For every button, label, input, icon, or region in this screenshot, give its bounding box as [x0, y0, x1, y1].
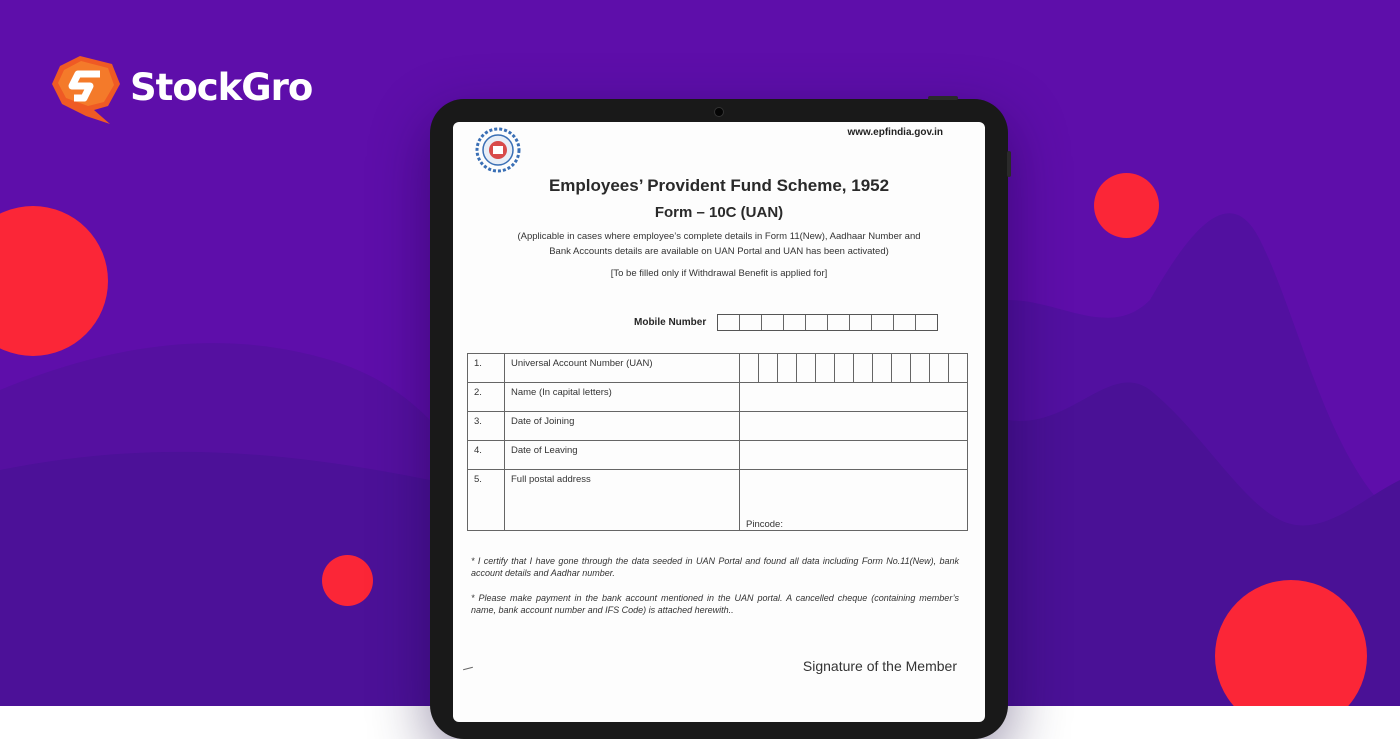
mobile-number-field [634, 314, 938, 331]
table-row [468, 470, 968, 531]
website-url: www.epfindia.gov.in [847, 127, 943, 138]
row-number: 5. [468, 470, 505, 531]
document-description [481, 229, 957, 259]
document-title: Employees’ Provident Fund Scheme, 1952 [548, 176, 890, 195]
document-subtitle: Form – 10C (UAN) [654, 204, 784, 221]
details-table [467, 353, 968, 531]
row-value [740, 470, 968, 531]
tablet-volume-button [1007, 151, 1011, 177]
row-value [740, 383, 968, 412]
signature-label: Signature of the Member [802, 658, 957, 674]
table-row [468, 354, 968, 383]
brand-name: StockGro [130, 65, 313, 109]
red-circle-top-right [1094, 173, 1159, 238]
tablet-power-button [928, 96, 958, 100]
row-label: Name (In capital letters) [505, 383, 740, 412]
row-value [740, 441, 968, 470]
withdrawal-note: [To be filled only if Withdrawal Benefit is applied for] [610, 268, 828, 279]
row-number: 2. [468, 383, 505, 412]
declaration-2: * Please make payment in the bank account mentioned in the UAN portal. A cancelled cheque (containing member’s name, bank account number and IFS Code) is attached herewith.. [471, 593, 959, 615]
tablet-device [430, 99, 1008, 739]
row-label: Full postal address [505, 470, 740, 531]
epfo-emblem-icon [475, 127, 521, 173]
row-number: 1. [468, 354, 505, 383]
description-line-2: Bank Accounts details are available on UAN Portal and UAN has been activated) [549, 246, 889, 257]
red-circle-small-left [322, 555, 373, 606]
row-number: 4. [468, 441, 505, 470]
pincode-label: Pincode: [746, 519, 783, 530]
description-line-1: (Applicable in cases where employee’s complete details in Form 11(New), Aadhaar Number and [517, 231, 921, 242]
table-row [468, 441, 968, 470]
row-number: 3. [468, 412, 505, 441]
brand[interactable] [50, 52, 312, 126]
pen-mark [463, 667, 473, 671]
camera-icon [714, 107, 724, 117]
table-row [468, 383, 968, 412]
uan-boxes [740, 354, 968, 383]
row-label: Universal Account Number (UAN) [505, 354, 740, 383]
document-screen [453, 122, 985, 722]
mobile-number-boxes [717, 314, 938, 331]
row-value [740, 412, 968, 441]
stockgro-logo-icon [50, 52, 126, 126]
row-label: Date of Joining [505, 412, 740, 441]
row-label: Date of Leaving [505, 441, 740, 470]
declaration-1: * I certify that I have gone through the data seeded in UAN Portal and found all data including Form No.11(New), bank account details and Aadhar number. [471, 556, 959, 578]
mobile-number-label: Mobile Number [634, 317, 707, 328]
table-row [468, 412, 968, 441]
